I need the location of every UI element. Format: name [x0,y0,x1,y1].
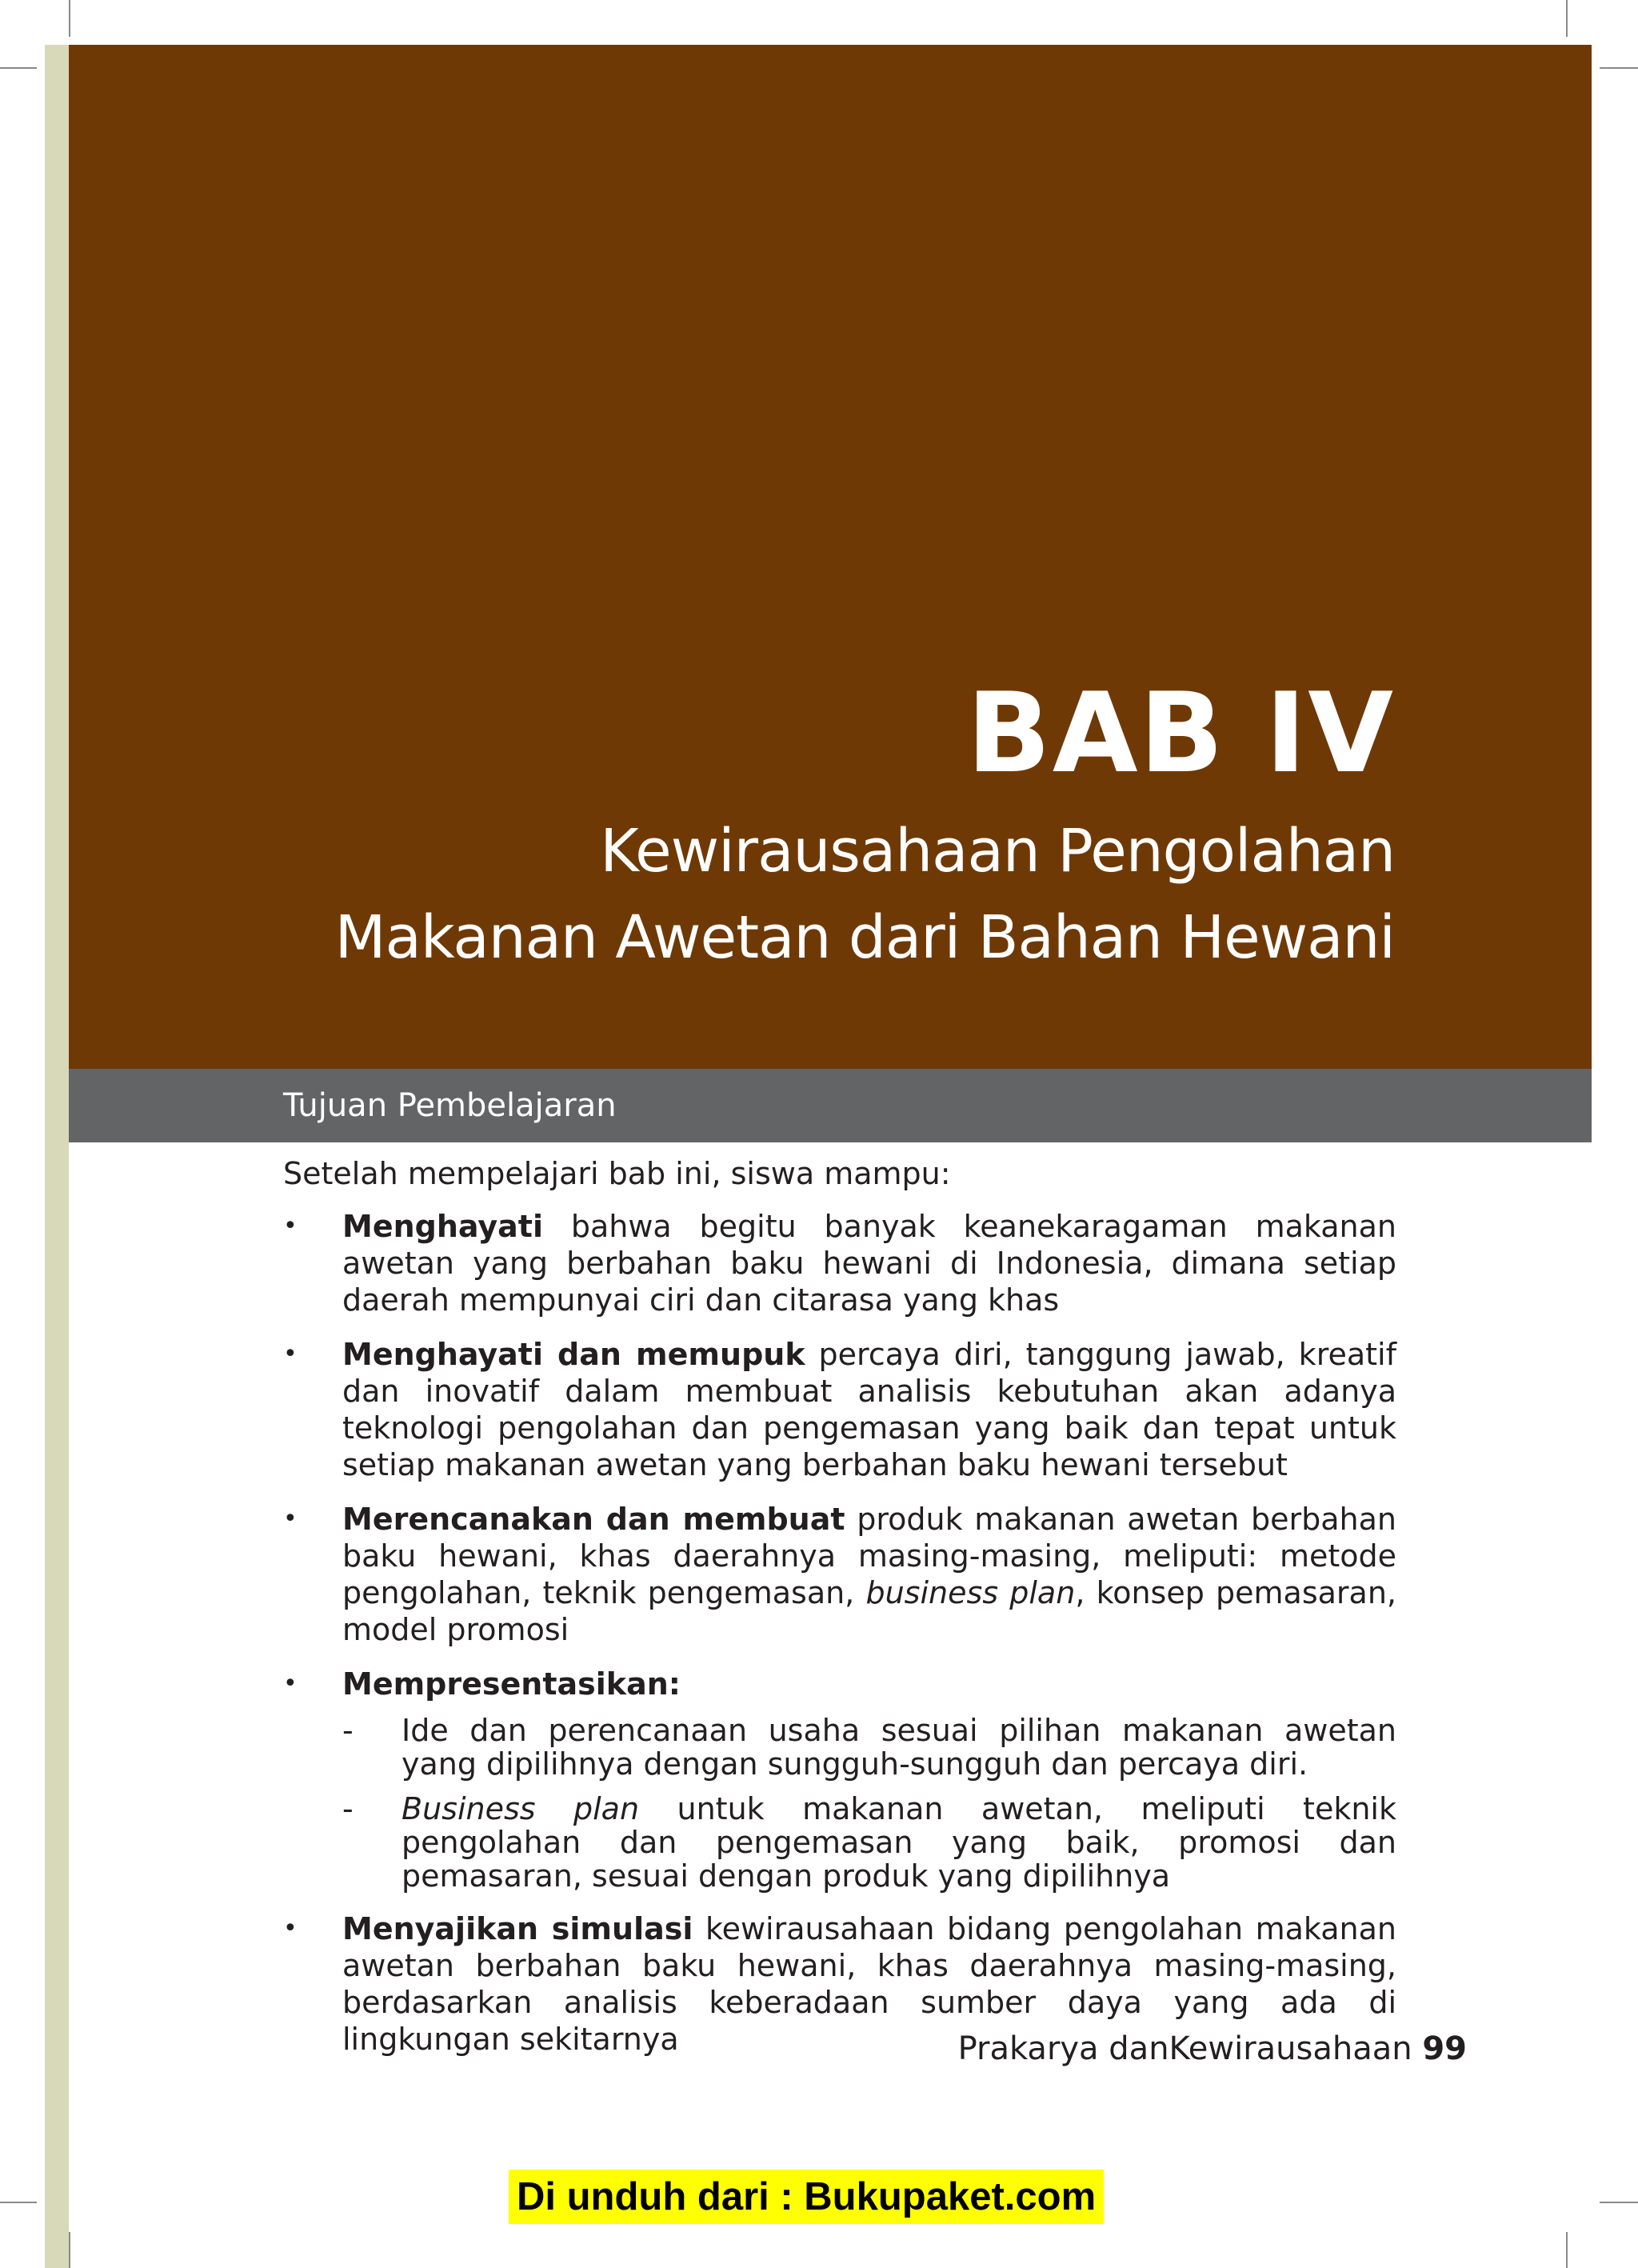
crop-mark [69,2232,70,2268]
objective-sub-item [342,1792,1396,1893]
page-number: 99 [1422,2030,1467,2067]
objective-keyword: Mempresentasikan: [342,1666,681,1702]
objectives-content [283,1155,1396,2075]
bullet-icon: • [283,1670,298,1698]
download-watermark: Di unduh dari : Bukupaket.com [509,2170,1104,2224]
dash-icon: - [342,1791,354,1826]
page-footer [958,2029,1467,2069]
objectives-list [283,1208,1396,2058]
bullet-icon: • [283,1340,298,1368]
chapter-title-line-2: Makanan Awetan dari Bahan Hewani [334,903,1395,972]
crop-mark [1600,2202,1638,2203]
objectives-header-bar [69,1069,1592,1142]
book-title: Prakarya danKewirausahaan [957,2030,1412,2067]
chapter-number: BAB IV [966,669,1395,798]
objective-item [283,1208,1396,1318]
objective-italic-term: business plan [865,1575,1076,1610]
objective-text: produk makanan awetan berbahan baku hewani, khas daerahnya masing-masing, meliputi: metode pengolahan, teknik pengemasan, [342,1502,1396,1610]
chapter-title-line-1: Kewirausahaan Pengolahan [600,817,1395,886]
dash-icon: - [342,1713,354,1748]
objective-text: kewirausahaan bidang pengolahan makanan awetan berbahan baku hewani, khas daerahnya masing-masing, berdasarkan analisis keberadaan sumber daya yang ada di lingkungan sekitarnya [342,1911,1397,2057]
chapter-title [335,808,1395,981]
objective-italic-term: Business plan [402,1791,640,1826]
objective-keyword: Merencanakan dan membuat [342,1502,845,1537]
bullet-icon: • [283,1212,298,1240]
bullet-icon: • [283,1505,298,1533]
crop-mark [1566,0,1568,37]
page-spine-strip [45,45,69,2268]
objective-sub-item [342,1714,1396,1781]
objective-item [283,1336,1396,1483]
objective-sub-text: untuk makanan awetan, meliputi teknik pengolahan dan pengemasan yang baik, promosi dan pemasaran, sesuai dengan produk yang dipilihnya [402,1791,1396,1894]
objective-text: percaya diri, tanggung jawab, kreatif dan inovatif dalam membuat analisis kebutuhan akan adanya teknologi pengolahan dan pengemasan yang baik dan tepat untuk setiap makanan awetan yang berbahan baku hewani tersebut [342,1337,1396,1482]
objective-item [283,1501,1396,1648]
crop-mark [69,0,70,37]
objective-text: bahwa begitu banyak keanekaragaman makanan awetan yang berbahan baku hewani di Indonesia, dimana setiap daerah mempunyai ciri dan citarasa yang khas [342,1209,1396,1318]
objective-keyword: Menghayati [342,1209,543,1244]
crop-mark [1566,2232,1568,2268]
objective-sub-list [342,1714,1396,1893]
crop-mark [0,67,37,69]
objectives-heading: Tujuan Pembelajaran [283,1087,617,1124]
objective-sub-text: Ide dan perencanaan usaha sesuai pilihan makanan awetan yang dipilihnya dengan sungguh-sungguh dan percaya diri. [402,1713,1396,1782]
crop-mark [0,2202,37,2203]
objective-keyword: Menyajikan simulasi [342,1911,693,1946]
objective-keyword: Menghayati dan memupuk [342,1337,805,1372]
objective-item [283,1666,1396,1893]
objectives-intro: Setelah mempelajari bab ini, siswa mampu: [283,1156,951,1191]
crop-mark [1600,67,1638,69]
bullet-icon: • [283,1914,298,1942]
objective-text: , konsep pemasaran, model promosi [342,1575,1396,1647]
